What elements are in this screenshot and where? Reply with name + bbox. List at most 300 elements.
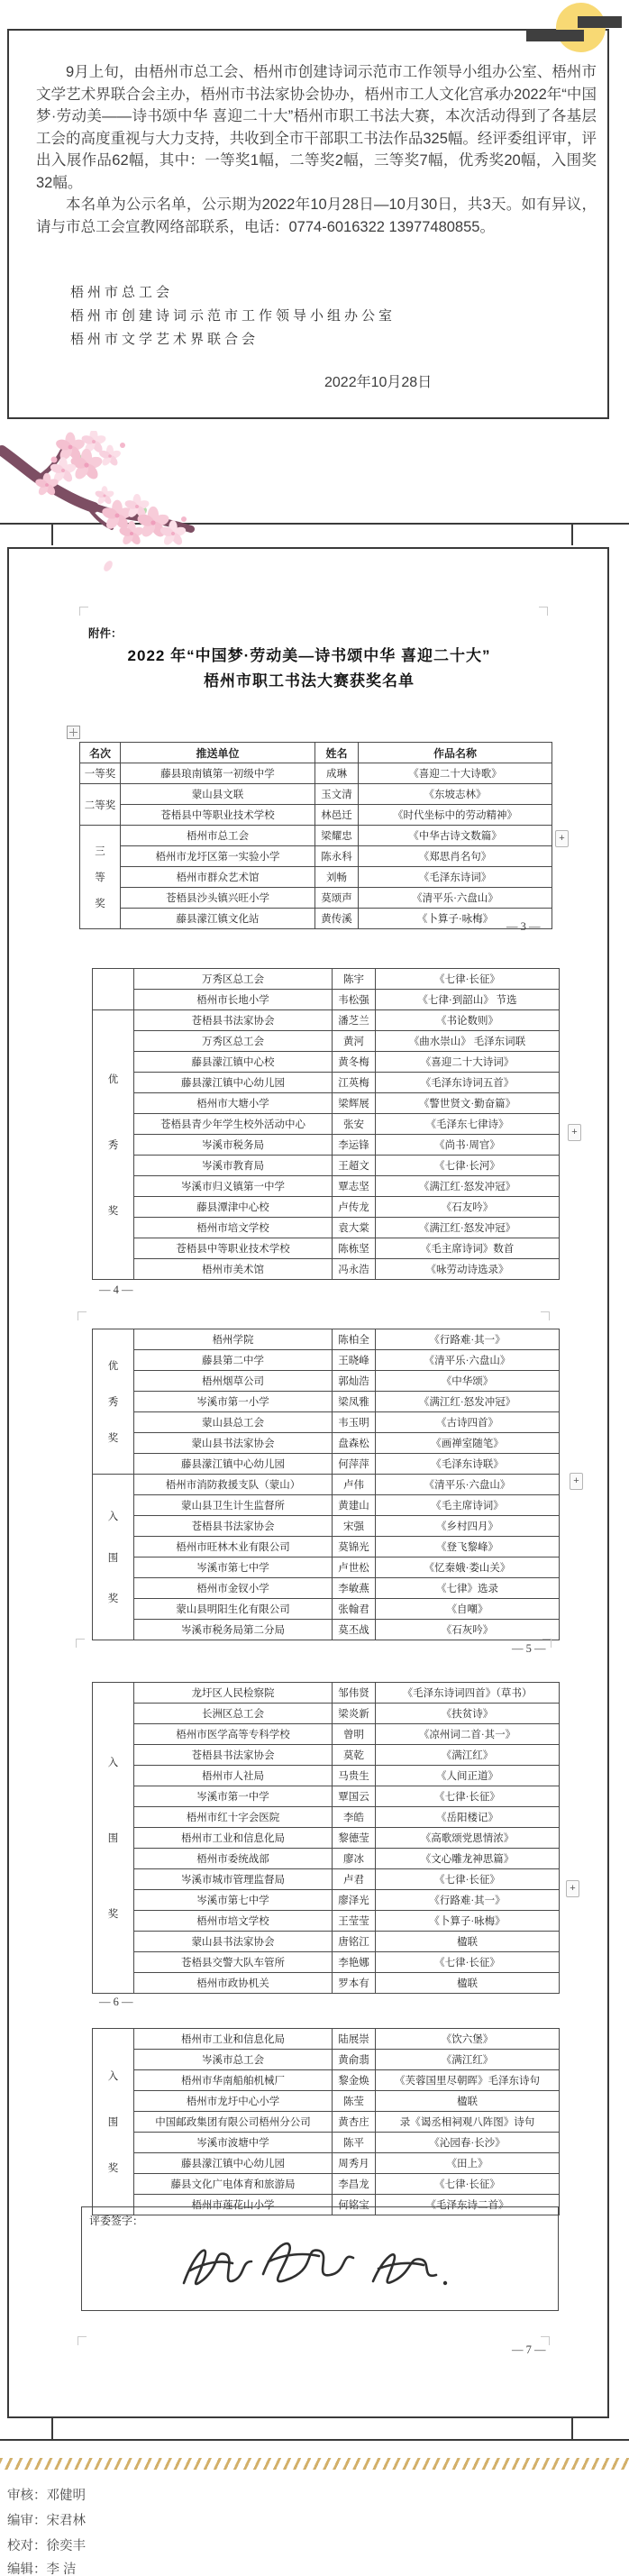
divider-tick: [571, 523, 573, 545]
signature-period-dot: [443, 2281, 447, 2285]
organization-cell: 苍梧县书法家协会: [134, 1010, 333, 1031]
name-cell: 莫乾: [333, 1745, 376, 1766]
work-title-cell: 《七律·到韶山》 节选: [376, 990, 560, 1010]
name-cell: 卢伟: [333, 1475, 376, 1495]
text-boundary-mark: [541, 1311, 550, 1320]
organization-cell: 蒙山县明阳生化有限公司: [134, 1599, 333, 1620]
award-row: [93, 2091, 560, 2112]
prize-rank-cell: 二等奖: [80, 784, 121, 826]
award-row: [93, 1433, 560, 1454]
name-cell: 黄河: [333, 1031, 376, 1052]
work-title-cell: 《七律·长征》: [376, 1786, 560, 1807]
award-row: [93, 1911, 560, 1932]
prize-rank-cell: 入 围 奖: [93, 2029, 134, 2215]
name-cell: 何萍萍: [333, 1454, 376, 1475]
name-cell: 李敏燕: [333, 1578, 376, 1599]
awards-table-page-2: [92, 968, 560, 1280]
name-cell: 陈平: [333, 2133, 376, 2153]
award-row: [93, 2029, 560, 2050]
work-title-cell: 《郑思肖名句》: [359, 846, 552, 867]
awards-table-page-3: [92, 1329, 560, 1640]
organization-cell: 梧州市旺林木业有限公司: [134, 1537, 333, 1557]
organization-cell: 岑溪市总工会: [134, 2050, 333, 2070]
organization-cell: 藤县濛江镇中心幼儿园: [134, 1454, 333, 1475]
work-title-cell: 《毛泽东诗词五首》: [376, 1073, 560, 1093]
work-title-cell: 《饮六堡》: [376, 2029, 560, 2050]
table-header-row: [80, 743, 552, 763]
award-row: [93, 1031, 560, 1052]
footer-editor-in-chief: 编审：宋君林: [7, 2514, 86, 2528]
name-cell: 潘芝兰: [333, 1010, 376, 1031]
name-cell: 陆展崇: [333, 2029, 376, 2050]
notice-date: 2022年10月28日: [324, 375, 433, 390]
work-title-cell: 《行路难·其一》: [376, 1329, 560, 1350]
award-row: [93, 1890, 560, 1911]
work-title-cell: 《沁园春·长沙》: [376, 2133, 560, 2153]
work-title-cell: 《行路难·其一》: [376, 1890, 560, 1911]
work-title-cell: 楹联: [376, 1932, 560, 1952]
work-title-cell: 《七律》选录: [376, 1578, 560, 1599]
work-title-cell: 《时代坐标中的劳动精神》: [359, 805, 552, 826]
table-expand-icon[interactable]: +: [568, 1124, 581, 1141]
name-cell: 陈柏全: [333, 1329, 376, 1350]
organization-cell: 梧州市工业和信息化局: [134, 1828, 333, 1849]
signer-line: 梧州市创建诗词示范市工作领导小组办公室: [70, 309, 397, 324]
award-row: [93, 1724, 560, 1745]
work-title-cell: 《中华古诗文数篇》: [359, 826, 552, 846]
name-cell: 冯永浩: [333, 1259, 376, 1280]
organization-cell: 梧州市红十字会医院: [134, 1807, 333, 1828]
awards-table-page-5: [92, 2028, 560, 2215]
award-row: [93, 1952, 560, 1973]
name-cell: 王莹莹: [333, 1911, 376, 1932]
work-title-cell: 《古诗四首》: [376, 1412, 560, 1433]
award-row: [93, 2112, 560, 2133]
prize-rank-cell: 入 围 奖: [93, 1475, 134, 1640]
name-cell: 黄杏庄: [333, 2112, 376, 2133]
name-cell: 覃志坚: [333, 1176, 376, 1197]
work-title-cell: 《清平乐·六盘山》: [376, 1350, 560, 1371]
name-cell: 卢世松: [333, 1557, 376, 1578]
organization-cell: 藤县第二中学: [134, 1350, 333, 1371]
work-title-cell: 《卜算子·咏梅》: [359, 909, 552, 929]
name-cell: 刘畅: [315, 867, 359, 888]
award-row: [93, 2070, 560, 2091]
award-row: [93, 1745, 560, 1766]
name-cell: 李运锋: [333, 1135, 376, 1156]
organization-cell: 藤县濛江镇中心幼儿园: [134, 1073, 333, 1093]
text-boundary-mark: [539, 607, 548, 616]
organization-cell: 蒙山县总工会: [134, 1412, 333, 1433]
name-cell: 韦玉明: [333, 1412, 376, 1433]
work-title-cell: 《文心雕龙神思篇》: [376, 1849, 560, 1869]
organization-cell: 长洲区总工会: [134, 1704, 333, 1724]
organization-cell: 梧州市金钗小学: [134, 1578, 333, 1599]
name-cell: 王超文: [333, 1156, 376, 1176]
organization-cell: 苍梧县书法家协会: [134, 1516, 333, 1537]
name-cell: 何铭宝: [333, 2195, 376, 2215]
organization-cell: 中国邮政集团有限公司梧州分公司: [134, 2112, 333, 2133]
organization-cell: 龙圩区人民检察院: [134, 1683, 333, 1704]
award-row: [93, 1475, 560, 1495]
work-title-cell: 《石灰吟》: [376, 1620, 560, 1640]
name-cell: 宋强: [333, 1516, 376, 1537]
organization-cell: 梧州市莲花山小学: [134, 2195, 333, 2215]
organization-cell: 岑溪市税务局第二分局: [134, 1620, 333, 1640]
attachment-page: [7, 547, 609, 2418]
table-expand-icon[interactable]: +: [570, 1473, 583, 1490]
organization-cell: 岑溪市第七中学: [134, 1890, 333, 1911]
work-title-cell: 录《谒丞相祠观八阵图》诗句: [376, 2112, 560, 2133]
organization-cell: 藤县濛江镇中心幼儿园: [134, 2153, 333, 2174]
name-cell: 廖冰: [333, 1849, 376, 1869]
organization-cell: 岑溪市归义镇第一中学: [134, 1176, 333, 1197]
organization-cell: 岑溪市第一小学: [134, 1392, 333, 1412]
award-row: [80, 867, 552, 888]
work-title-cell: 《咏劳动诗选录》: [376, 1259, 560, 1280]
organization-cell: 万秀区总工会: [134, 1031, 333, 1052]
work-title-cell: 《七律·长征》: [376, 969, 560, 990]
name-cell: 李昌龙: [333, 2174, 376, 2195]
judges-signatures-handwriting: [168, 2227, 465, 2307]
award-row: [93, 1135, 560, 1156]
issuing-organizations: [70, 281, 396, 352]
award-row: [93, 1786, 560, 1807]
name-cell: 黄建山: [333, 1495, 376, 1516]
award-row: [93, 1392, 560, 1412]
notice-paragraph-1: 9月上旬，由梧州市总工会、梧州市创建诗词示范市工作领导小组办公室、梧州市文学艺术界联合会主办，梧州市书法家协会协办，梧州市工人文化宫承办2022年“中国梦·劳动美——诗书颂中华 喜迎二十大”梧州市职工书法大赛，本次活动得到了各基层工会的高度重视与大力支持，共收到全市干部职工书法作品325幅。经评委组评审，评出入展作品62幅，其中：一等奖1幅，二等奖2幅，三等奖7幅，优秀奖20幅，入围奖32幅。: [36, 64, 597, 191]
organization-cell: 岑溪市波塘中学: [134, 2133, 333, 2153]
work-title-cell: 《芙蓉国里尽朝晖》毛泽东诗句: [376, 2070, 560, 2091]
work-title-cell: 《喜迎二十大诗词》: [376, 1052, 560, 1073]
text-boundary-mark: [76, 1639, 85, 1648]
organization-cell: 苍梧县沙头镇兴旺小学: [121, 888, 315, 909]
prize-rank-cell: 优 秀 奖: [93, 1329, 134, 1475]
organization-cell: 苍梧县中等职业技术学校: [121, 805, 315, 826]
organization-cell: 梧州烟草公司: [134, 1371, 333, 1392]
organization-cell: 梧州市培文学校: [134, 1911, 333, 1932]
header-organization: 推送单位: [121, 743, 315, 763]
name-cell: 陈宇: [333, 969, 376, 990]
work-title-cell: 《七律·长河》: [376, 1156, 560, 1176]
award-row: [80, 763, 552, 784]
award-row: [93, 1454, 560, 1475]
prize-rank-cell: 一等奖: [80, 763, 121, 784]
brand-logo-icon: [556, 3, 629, 55]
award-row: [93, 1412, 560, 1433]
award-row: [93, 1807, 560, 1828]
work-title-cell: 《田上》: [376, 2153, 560, 2174]
name-cell: 罗本有: [333, 1973, 376, 1994]
work-title-cell: 《毛主席诗词》: [376, 1495, 560, 1516]
signer-line: 梧州市文学艺术界联合会: [70, 333, 260, 347]
footer-reviewer: 审核：邓健明: [7, 2489, 86, 2503]
organization-cell: 藤县潭津中心校: [134, 1197, 333, 1218]
name-cell: 王晓峰: [333, 1350, 376, 1371]
table-expand-icon[interactable]: +: [555, 830, 569, 847]
award-row: [93, 1557, 560, 1578]
name-cell: 卢君: [333, 1869, 376, 1890]
award-row: [93, 2174, 560, 2195]
work-title-cell: 《清平乐·六盘山》: [359, 888, 552, 909]
organization-cell: 梧州市总工会: [121, 826, 315, 846]
judges-signature-box: [81, 2206, 559, 2311]
logo-bar: [526, 30, 584, 41]
work-title-cell: 《满江红》: [376, 2050, 560, 2070]
award-row: [80, 805, 552, 826]
name-cell: 袁大棠: [333, 1218, 376, 1238]
organization-cell: 蒙山县书法家协会: [134, 1433, 333, 1454]
name-cell: 郭灿浩: [333, 1371, 376, 1392]
text-boundary-mark: [79, 607, 88, 616]
award-row: [93, 990, 560, 1010]
work-title-cell: 《七律·长征》: [376, 1952, 560, 1973]
header-name: 姓名: [315, 743, 359, 763]
name-cell: 梁辉展: [333, 1093, 376, 1114]
award-row: [93, 1176, 560, 1197]
organization-cell: 梧州市长地小学: [134, 990, 333, 1010]
work-title-cell: 《卜算子·咏梅》: [376, 1911, 560, 1932]
organization-cell: 苍梧县青少年学生校外活动中心: [134, 1114, 333, 1135]
award-row: [93, 1683, 560, 1704]
organization-cell: 梧州市委统战部: [134, 1849, 333, 1869]
award-list-title-line1: 2022 年“中国梦·劳动美—诗书颂中华 喜迎二十大”: [127, 647, 491, 664]
name-cell: 黄冬梅: [333, 1052, 376, 1073]
work-title-cell: 《毛泽东诗二首》: [376, 2195, 560, 2215]
name-cell: 马贵生: [333, 1766, 376, 1786]
text-boundary-mark: [77, 1311, 87, 1320]
organization-cell: 苍梧县交警大队车管所: [134, 1952, 333, 1973]
organization-cell: 梧州市培文学校: [134, 1218, 333, 1238]
award-row: [80, 826, 552, 846]
name-cell: 黎德莹: [333, 1828, 376, 1849]
organization-cell: 梧州市人社局: [134, 1766, 333, 1786]
award-row: [93, 1156, 560, 1176]
organization-cell: 梧州学院: [134, 1329, 333, 1350]
award-row: [93, 1495, 560, 1516]
work-title-cell: 《中华颂》: [376, 1371, 560, 1392]
award-row: [93, 1599, 560, 1620]
award-row: [93, 2133, 560, 2153]
name-cell: 陈栋坚: [333, 1238, 376, 1259]
award-row: [93, 1093, 560, 1114]
name-cell: 邹伟贤: [333, 1683, 376, 1704]
organization-cell: 万秀区总工会: [134, 969, 333, 990]
award-row: [80, 784, 552, 805]
page-number-7: — 7 —: [512, 2343, 546, 2356]
award-row: [93, 1329, 560, 1350]
work-title-cell: 《曲水崇山》 毛泽东词联: [376, 1031, 560, 1052]
organization-cell: 苍梧县书法家协会: [134, 1745, 333, 1766]
award-row: [80, 888, 552, 909]
gold-stripe-divider: [0, 2458, 629, 2470]
work-title-cell: 《七律·长征》: [376, 1869, 560, 1890]
organization-cell: 岑溪市税务局: [134, 1135, 333, 1156]
work-title-cell: 《毛泽东诗词四首》（草书）: [376, 1683, 560, 1704]
logo-bar: [578, 16, 622, 28]
name-cell: 玉文清: [315, 784, 359, 805]
section-divider-line: [0, 2439, 629, 2441]
attachment-label: 附件：: [88, 627, 123, 640]
award-row: [93, 1052, 560, 1073]
prize-rank-cell: 优 秀 奖: [93, 1010, 134, 1280]
name-cell: 江英梅: [333, 1073, 376, 1093]
work-title-cell: 《喜迎二十大诗歌》: [359, 763, 552, 784]
name-cell: 韦松强: [333, 990, 376, 1010]
award-row: [93, 1537, 560, 1557]
awards-table-page-1: [79, 742, 552, 929]
name-cell: 梁凤雅: [333, 1392, 376, 1412]
work-title-cell: 《毛泽东七律诗》: [376, 1114, 560, 1135]
work-title-cell: 《毛泽东诗联》: [376, 1454, 560, 1475]
table-expand-icon[interactable]: +: [566, 1880, 579, 1897]
organization-cell: 岑溪市教育局: [134, 1156, 333, 1176]
award-row: [93, 2050, 560, 2070]
work-title-cell: 《岳阳楼记》: [376, 1807, 560, 1828]
notice-page: [7, 29, 609, 419]
organization-cell: 梧州市消防救援支队（蒙山）: [134, 1475, 333, 1495]
work-title-cell: 楹联: [376, 1973, 560, 1994]
work-title-cell: 《满江红·怒发冲冠》: [376, 1176, 560, 1197]
name-cell: 梁炎新: [333, 1704, 376, 1724]
name-cell: 廖泽光: [333, 1890, 376, 1911]
prize-rank-cell: [93, 969, 134, 1010]
organization-cell: 梧州市龙圩区第一实验小学: [121, 846, 315, 867]
awards-table-page-4: [92, 1682, 560, 1994]
work-title-cell: 《满江红》: [376, 1745, 560, 1766]
name-cell: 黄传溪: [315, 909, 359, 929]
award-row: [93, 1350, 560, 1371]
organization-cell: 岑溪市第七中学: [134, 1557, 333, 1578]
organization-cell: 藤县濛江镇文化站: [121, 909, 315, 929]
work-title-cell: 《高歌颂党恩情浓》: [376, 1828, 560, 1849]
name-cell: 李皓: [333, 1807, 376, 1828]
name-cell: 覃国云: [333, 1786, 376, 1807]
work-title-cell: 《满江红·怒发冲冠》: [376, 1218, 560, 1238]
award-row: [93, 1259, 560, 1280]
name-cell: 莫颂声: [315, 888, 359, 909]
work-title-cell: 《凉州词二首·其一》: [376, 1724, 560, 1745]
award-row: [93, 1766, 560, 1786]
work-title-cell: 《七律·长征》: [376, 2174, 560, 2195]
award-row: [93, 1197, 560, 1218]
divider-tick: [51, 523, 53, 545]
award-row: [93, 1869, 560, 1890]
notice-body: [36, 61, 597, 238]
judges-signature-label: 评委签字：: [89, 2215, 144, 2227]
name-cell: 张翰君: [333, 1599, 376, 1620]
page-number-5: — 5 —: [512, 1642, 546, 1655]
page-number-6: — 6 —: [99, 1996, 133, 2008]
header-work-title: 作品名称: [359, 743, 552, 763]
name-cell: 黎金焕: [333, 2070, 376, 2091]
organization-cell: 藤县濛江镇中心校: [134, 1052, 333, 1073]
name-cell: 成琳: [315, 763, 359, 784]
work-title-cell: 《书论数则》: [376, 1010, 560, 1031]
award-row: [93, 2153, 560, 2174]
organization-cell: 梧州市大塘小学: [134, 1093, 333, 1114]
award-row: [93, 1932, 560, 1952]
notice-paragraph-2: 本名单为公示名单，公示期为2022年10月28日—10月30日，共3天。如有异议，请与市总工会宣教网络部联系，电话：0774-6016322 13977480855。: [36, 196, 597, 235]
page-number-3: — 3 —: [506, 920, 541, 933]
award-row: [93, 1578, 560, 1599]
organization-cell: 藤县文化广电体育和旅游局: [134, 2174, 333, 2195]
organization-cell: 蒙山县书法家协会: [134, 1932, 333, 1952]
organization-cell: 蒙山县卫生计生监督所: [134, 1495, 333, 1516]
table-move-handle-icon[interactable]: [67, 726, 80, 739]
award-row: [93, 1371, 560, 1392]
name-cell: 莫锦光: [333, 1537, 376, 1557]
prize-rank-cell: 入 围 奖: [93, 1683, 134, 1994]
name-cell: 林邑迁: [315, 805, 359, 826]
section-divider-line: [0, 523, 629, 525]
work-title-cell: 《满江红·怒发冲冠》: [376, 1392, 560, 1412]
work-title-cell: 《人间正道》: [376, 1766, 560, 1786]
work-title-cell: 《自嘲》: [376, 1599, 560, 1620]
text-boundary-mark: [77, 2336, 87, 2345]
award-row: [80, 846, 552, 867]
work-title-cell: 《忆秦娥·娄山关》: [376, 1557, 560, 1578]
page-number-4: — 4 —: [99, 1283, 133, 1296]
name-cell: 张安: [333, 1114, 376, 1135]
footer-editor: 编辑：李 洁: [7, 2562, 77, 2576]
name-cell: 周秀月: [333, 2153, 376, 2174]
name-cell: 陈莹: [333, 2091, 376, 2112]
work-title-cell: 《登飞黎峰》: [376, 1537, 560, 1557]
award-row: [93, 1849, 560, 1869]
award-row: [93, 969, 560, 990]
organization-cell: 梧州市群众艺术馆: [121, 867, 315, 888]
award-row: [93, 1073, 560, 1093]
organization-cell: 苍梧县中等职业技术学校: [134, 1238, 333, 1259]
organization-cell: 蒙山县文联: [121, 784, 315, 805]
organization-cell: 梧州市医学高等专科学校: [134, 1724, 333, 1745]
award-row: [93, 1704, 560, 1724]
organization-cell: 梧州市工业和信息化局: [134, 2029, 333, 2050]
name-cell: 曾明: [333, 1724, 376, 1745]
name-cell: 卢传龙: [333, 1197, 376, 1218]
name-cell: 李艳娜: [333, 1952, 376, 1973]
organization-cell: 梧州市华南船舶机械厂: [134, 2070, 333, 2091]
divider-tick: [51, 2418, 53, 2441]
work-title-cell: 《毛泽东诗词》: [359, 867, 552, 888]
organization-cell: 梧州市龙圩中心小学: [134, 2091, 333, 2112]
work-title-cell: 《乡村四月》: [376, 1516, 560, 1537]
name-cell: 盘森松: [333, 1433, 376, 1454]
work-title-cell: 《警世贤文·勤奋篇》: [376, 1093, 560, 1114]
name-cell: 陈永科: [315, 846, 359, 867]
award-row: [93, 1114, 560, 1135]
organization-cell: 岑溪市第一中学: [134, 1786, 333, 1807]
award-row: [93, 1010, 560, 1031]
organization-cell: 梧州市政协机关: [134, 1973, 333, 1994]
header-rank: 名次: [80, 743, 121, 763]
work-title-cell: 《石友吟》: [376, 1197, 560, 1218]
work-title-cell: 《尚书·周官》: [376, 1135, 560, 1156]
award-row: [93, 1218, 560, 1238]
work-title-cell: 《画禅室随笔》: [376, 1433, 560, 1454]
work-title-cell: 《毛主席诗词》数首: [376, 1238, 560, 1259]
award-row: [93, 1973, 560, 1994]
work-title-cell: 《东坡志林》: [359, 784, 552, 805]
organization-cell: 梧州市美术馆: [134, 1259, 333, 1280]
prize-rank-cell: 三 等 奖: [80, 826, 121, 929]
signer-line: 梧州市总工会: [70, 286, 174, 300]
award-row: [80, 909, 552, 929]
divider-tick: [571, 2418, 573, 2441]
footer-proofreader: 校对：徐奕丰: [7, 2539, 86, 2553]
name-cell: 黄俞翡: [333, 2050, 376, 2070]
